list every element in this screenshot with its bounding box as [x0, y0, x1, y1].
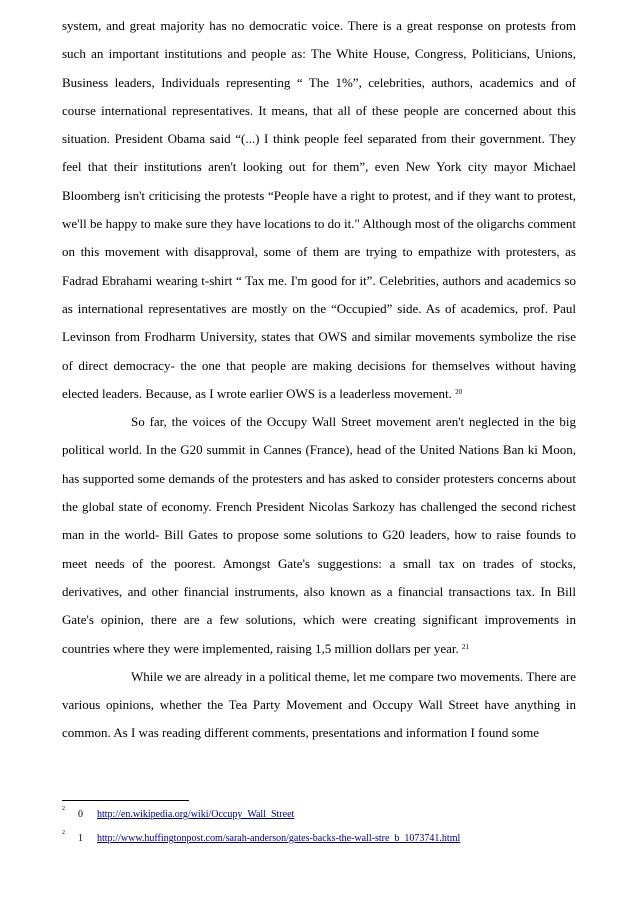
footnote-mark: 2 — [62, 806, 65, 812]
footnote-reference[interactable]: 21 — [462, 642, 469, 651]
paragraph-text: system, and great majority has no democratic voice. There is a great response on protests from such an important institutions and people as: The White House, Congress, Politicians, Unions, Business leaders, Individuals representing “ The 1%”, celebrities, authors, academics and of course international representatives. It means, that all of these people are concerned about this situation. President Obama said “(...) I think people feel separated from their government. They feel that their institutions aren't looking out for them”, even New York city mayor Michael Bloomberg isn't criticising the protests “People have a right to protest, and if they want to protest, we'll be happy to make sure they have locations to do it." Although most of the oligarchs comment on this movement with disapproval, some of them are trying to empathize with protesters, as Fadrad Ebrahami wearing t-shirt “ Tax me. I'm good for it”. Celebrities, authors and academics so as international representatives are mostly on the “Occupied” side. As of academics, prof. Paul Levinson from Frodharm University, states that OWS and similar movements symbolize the rise of direct democracy- the one that people are making decisions for themselves without having elected leaders. Because, as I wrote earlier OWS is a leaderless movement. — [62, 18, 576, 401]
footnote-link[interactable]: http://en.wikipedia.org/wiki/Occupy_Wall_Street — [97, 809, 295, 820]
document-body — [62, 12, 576, 748]
footnote-mark: 2 — [62, 830, 65, 836]
footnote-item — [62, 805, 576, 829]
paragraph-public-response — [62, 12, 576, 408]
paragraph-political-world — [62, 408, 576, 663]
footnote-number: 1 — [78, 833, 83, 844]
footnote-reference[interactable]: 20 — [455, 387, 463, 396]
paragraph-text: So far, the voices of the Occupy Wall Street movement aren't neglected in the big political world. In the G20 summit in Cannes (France), head of the United Nations Ban ki Moon, has supported some demands of the protesters and has asked to consider protesters concerns about the global state of economy. French President Nicolas Sarkozy has challenged the second richest man in the world- Bill Gates to propose some solutions to G20 leaders, how to raise founds to meet needs of the poorest. Amongst Gate's suggestions: a small tax on trades of stocks, derivatives, and other financial instruments, also known as a financial transactions tax. In Bill Gate's opinion, there are a few solutions, which were creating significant improvements in countries where they were implemented, raising 1,5 million dollars per year. — [62, 414, 576, 656]
paragraph-text: While we are already in a political theme, let me compare two movements. There are various opinions, whether the Tea Party Movement and Occupy Wall Street have anything in common. As I was reading different comments, presentations and information I found some — [62, 668, 576, 741]
footnotes — [62, 805, 576, 853]
footnote-number: 0 — [78, 809, 83, 820]
footnote-separator — [62, 800, 189, 801]
footnote-link[interactable]: http://www.huffingtonpost.com/sarah-anderson/gates-backs-the-wall-stre_b_1073741.html — [97, 833, 461, 844]
footnote-item — [62, 829, 576, 853]
paragraph-movement-comparison — [62, 663, 576, 748]
